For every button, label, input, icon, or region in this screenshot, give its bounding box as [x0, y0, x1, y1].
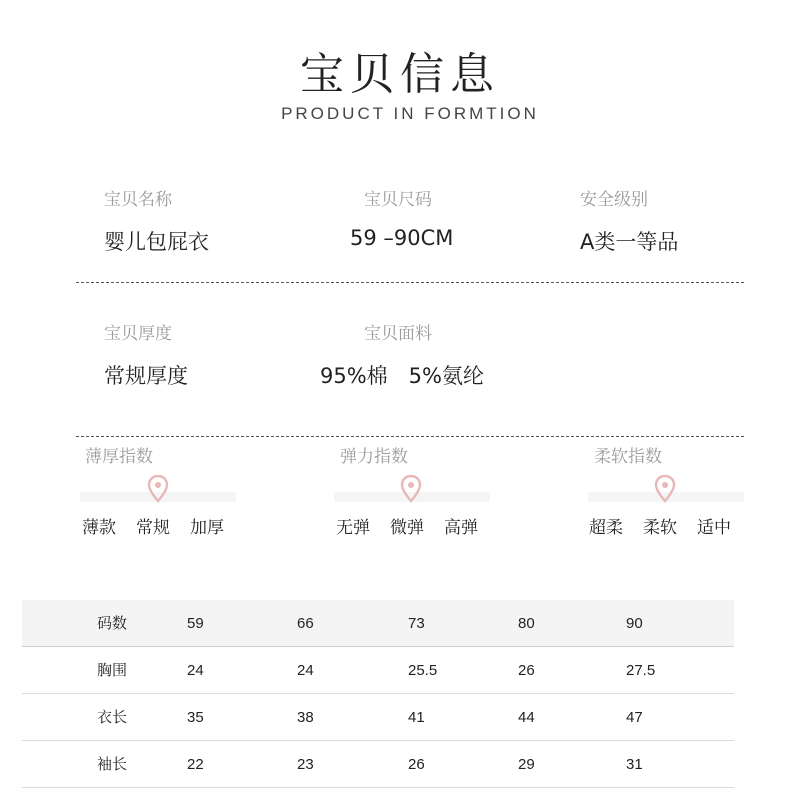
info-thickness	[104, 319, 188, 390]
table-cell: 31	[626, 756, 643, 773]
index-label-elasticity: 弹力指数	[340, 447, 408, 467]
table-row	[22, 647, 734, 694]
index-option: 高弹	[444, 518, 478, 538]
index-option: 适中	[697, 518, 731, 538]
info-safety-level	[580, 185, 678, 256]
info-value: 常规厚度	[104, 364, 188, 388]
info-label: 宝贝面料	[364, 324, 432, 344]
page-subtitle: PRODUCT IN FORMTION	[281, 104, 539, 123]
table-cell: 38	[297, 709, 314, 726]
table-cell: 胸围	[97, 662, 128, 679]
page-title: 宝贝信息	[300, 49, 500, 100]
table-cell: 24	[297, 662, 314, 679]
index-option: 薄款	[82, 518, 116, 538]
location-pin-icon	[147, 475, 169, 503]
divider	[76, 436, 744, 437]
table-row	[22, 741, 734, 788]
info-value: A类一等品	[580, 230, 679, 254]
location-pin-icon	[400, 475, 422, 503]
index-option-selected: 常规	[136, 518, 170, 538]
table-cell: 29	[518, 756, 535, 773]
info-label: 宝贝厚度	[104, 324, 172, 344]
index-option-selected: 微弹	[390, 518, 424, 538]
info-fabric	[320, 319, 484, 390]
table-cell: 35	[187, 709, 204, 726]
size-table	[22, 600, 734, 788]
table-cell: 59	[187, 615, 204, 632]
table-cell: 26	[408, 756, 425, 773]
table-cell: 27.5	[626, 662, 656, 679]
table-cell: 25.5	[408, 662, 438, 679]
table-cell: 73	[408, 615, 425, 632]
info-value: 59 –90CM	[350, 226, 454, 250]
table-cell: 41	[408, 709, 425, 726]
table-cell: 袖长	[97, 756, 128, 773]
table-cell: 90	[626, 615, 643, 632]
table-cell: 80	[518, 615, 535, 632]
info-label: 安全级别	[580, 190, 648, 210]
info-value: 95%棉 5%氨纶	[320, 364, 484, 388]
table-cell: 24	[187, 662, 204, 679]
table-cell: 47	[626, 709, 643, 726]
index-label-thickness: 薄厚指数	[85, 447, 153, 467]
location-pin-icon	[654, 475, 676, 503]
table-row	[22, 694, 734, 741]
index-option: 加厚	[190, 518, 224, 538]
info-value: 婴儿包屁衣	[104, 230, 209, 254]
index-option: 无弹	[336, 518, 370, 538]
info-label: 宝贝名称	[104, 190, 172, 210]
info-product-size	[350, 185, 453, 250]
index-option: 超柔	[589, 518, 623, 538]
divider	[76, 282, 744, 283]
table-cell: 码数	[97, 615, 128, 632]
index-option-selected: 柔软	[643, 518, 677, 538]
table-cell: 23	[297, 756, 314, 773]
table-cell: 26	[518, 662, 535, 679]
table-cell: 22	[187, 756, 204, 773]
index-label-softness: 柔软指数	[594, 447, 662, 467]
table-row	[22, 600, 734, 647]
info-product-name	[104, 185, 209, 256]
table-cell: 衣长	[97, 709, 128, 726]
table-cell: 44	[518, 709, 535, 726]
info-label: 宝贝尺码	[364, 190, 432, 210]
table-cell: 66	[297, 615, 314, 632]
